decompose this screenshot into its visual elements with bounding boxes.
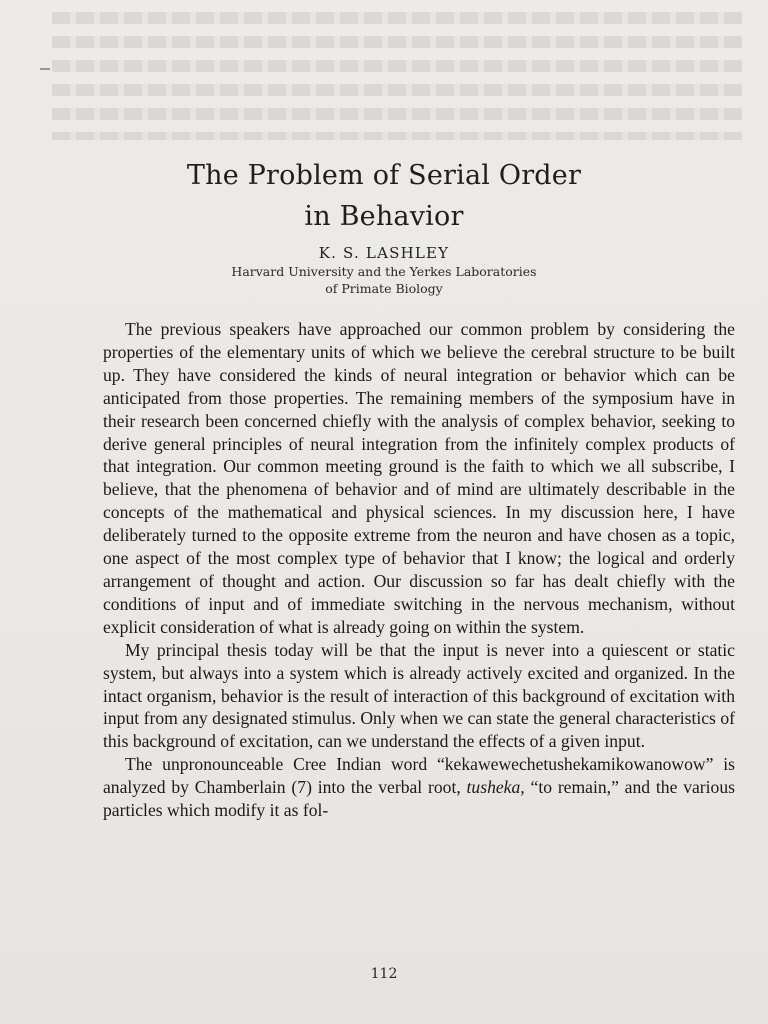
paragraph-text: “to remain,” and the various particles which modify it as fol- — [103, 777, 735, 821]
bleed-through-text — [0, 0, 768, 140]
paragraph-text: The unpronounceable Cree Indian word “kekawewechetushekamikowanowow” is analyzed by Chamberlain (7) into the verbal root, — [103, 754, 735, 798]
article-body — [103, 318, 735, 822]
page-number: 112 — [370, 966, 398, 982]
paragraph: My principal thesis today will be that the input is never into a quiescent or static system, but always into a system which is already actively excited and organized. In the intact organism, behavior is the result of interaction of this background of excitation with input from any designated stimulus. Only when we can state the general characteristics of this background of excitation, can we understand the effects of a given input. — [103, 639, 735, 752]
italic-term: tusheka, — [466, 777, 525, 798]
margin-mark — [40, 68, 50, 70]
author-affiliation — [0, 263, 768, 297]
article-title — [0, 155, 768, 237]
affiliation-line-1: Harvard University and the Yerkes Laboratories — [231, 264, 537, 279]
paragraph — [103, 753, 735, 822]
title-line-1: The Problem of Serial Order — [186, 160, 582, 191]
paragraph: The previous speakers have approached our common problem by considering the properties of the elementary units of which we believe the cerebral structure to be built up. They have considered the kinds of neural integration or behavior which can be anticipated from those properties. The remaining members of the symposium have in their research been concerned chiefly with the analysis of complex behavior, seeking to derive general principles of neural integration from the infinitely complex products of that integration. Our common meeting ground is the faith to which we all subscribe, I believe, that the phenomena of behavior and of mind are ultimately describable in the concepts of the mathematical and physical sciences. In my discussion here, I have deliberately turned to the opposite extreme from the neuron and have chosen as a topic, one aspect of the most complex type of behavior that I know; the logical and orderly arrangement of thought and action. Our discussion so far has dealt chiefly with the conditions of input and of immediate switching in the nervous mechanism, without explicit consideration of what is already going on within the system. — [103, 319, 735, 637]
title-line-2: in Behavior — [304, 201, 464, 232]
author-name: K. S. LASHLEY — [318, 244, 450, 262]
affiliation-line-2: of Primate Biology — [325, 281, 443, 296]
